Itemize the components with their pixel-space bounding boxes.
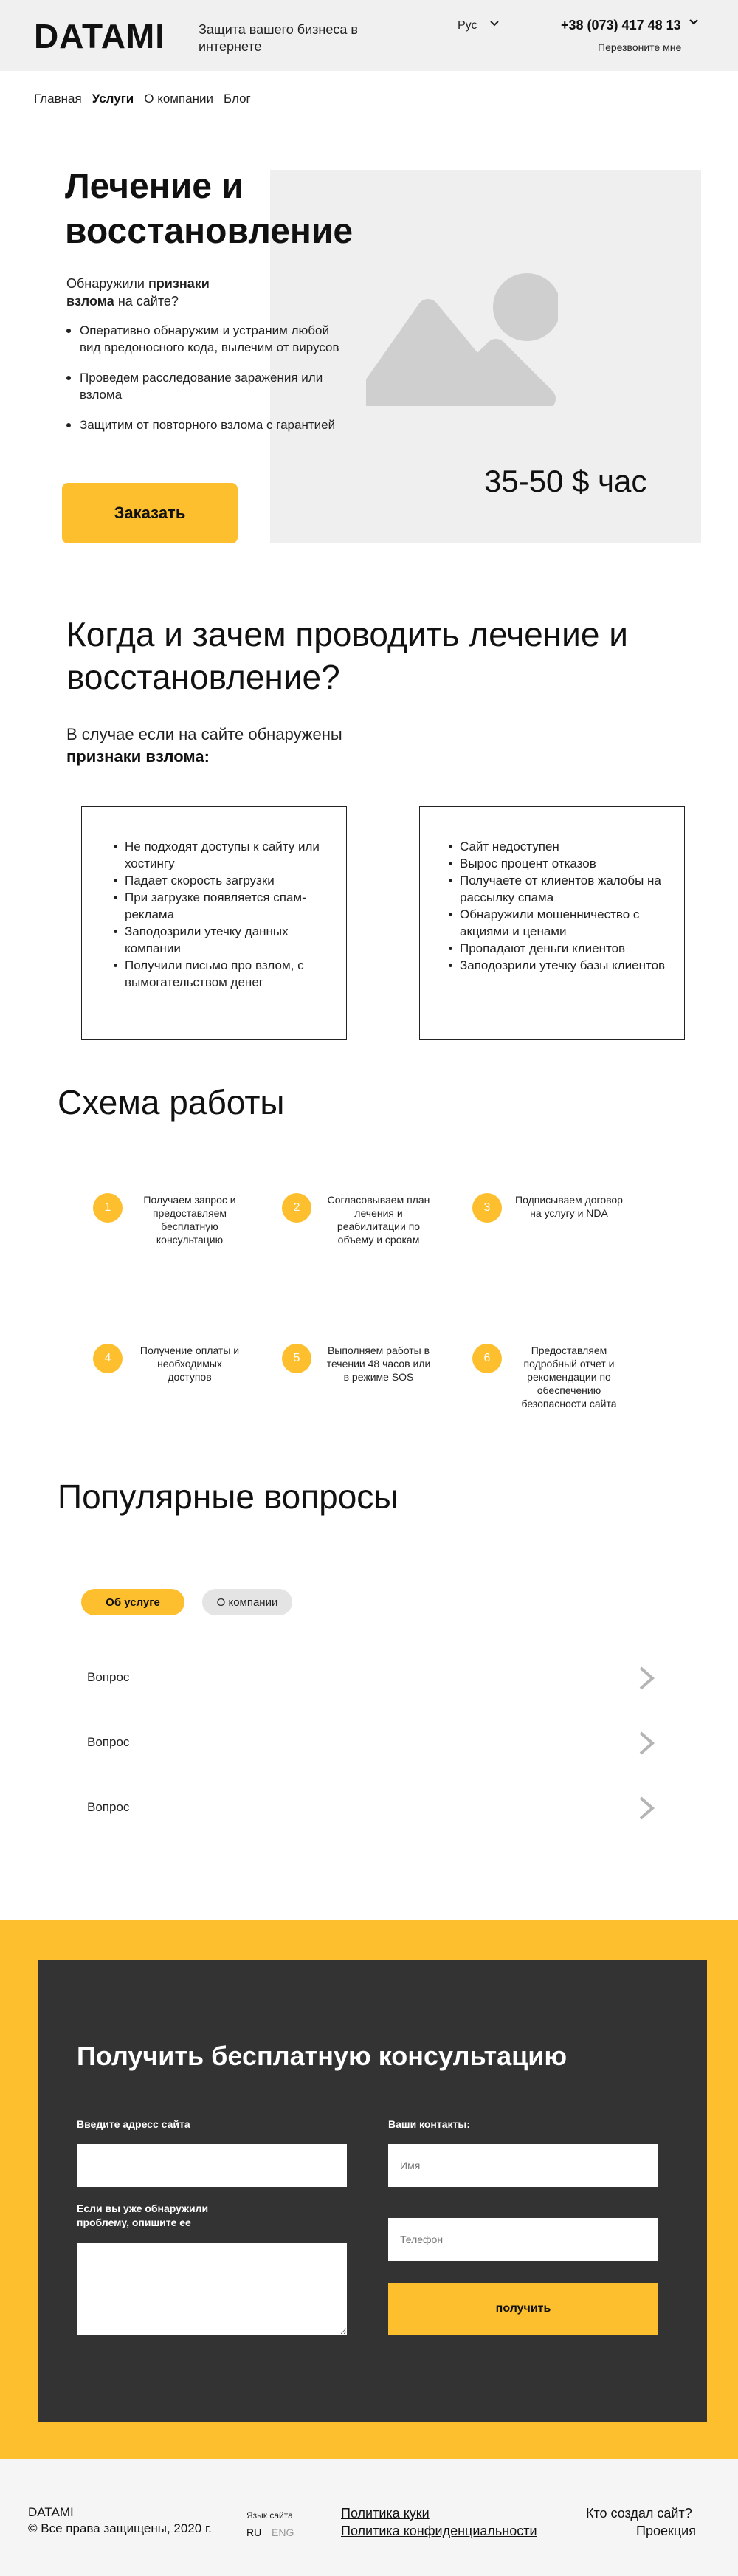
nav-item-home[interactable]: Главная <box>34 92 82 106</box>
contacts-label: Ваши контакты: <box>388 2118 471 2130</box>
chevron-right-icon[interactable] <box>638 1731 655 1759</box>
phone-number[interactable]: +38 (073) 417 48 13 <box>561 18 681 32</box>
signs-box-right <box>419 806 685 1040</box>
logo[interactable]: DATAMI <box>34 17 166 55</box>
step-number: 2 <box>282 1193 311 1223</box>
site-creator-link[interactable]: Проекция <box>636 2524 696 2538</box>
lang-ru[interactable]: RU <box>246 2527 262 2538</box>
nav-item-blog[interactable]: Блог <box>224 92 251 106</box>
name-field[interactable] <box>388 2144 658 2187</box>
main-nav <box>34 92 251 106</box>
faq-question-row[interactable] <box>86 1646 677 1711</box>
list-item: При загрузке появляется спам-реклама <box>125 889 331 923</box>
hero-benefits-list <box>66 322 347 447</box>
nav-item-services[interactable]: Услуги <box>92 92 134 106</box>
cookies-policy-link[interactable]: Политика куки <box>341 2506 430 2521</box>
site-creator-label: Кто создал сайт? <box>586 2506 692 2521</box>
hero-subtitle: Обнаружили признаки взлома на сайте? <box>66 276 210 309</box>
step-text: Получаем запрос и предоставляем бесплатную консультацию <box>143 1194 236 1246</box>
step-text: Выполняем работы в течении 48 часов или в режиме SOS <box>326 1344 431 1383</box>
language-selector[interactable]: Рус <box>458 19 477 32</box>
submit-button[interactable]: получить <box>388 2283 658 2335</box>
privacy-policy-link[interactable]: Политика конфиденциальности <box>341 2524 537 2538</box>
callback-link[interactable]: Перезвоните мне <box>598 41 682 53</box>
order-button[interactable]: Заказать <box>62 483 238 543</box>
step-number: 4 <box>93 1344 123 1373</box>
list-item: Получили письмо про взлом, с вымогательством денег <box>125 957 331 991</box>
when-title: Когда и зачем проводить лечение и восстановление? <box>66 615 628 696</box>
step-text: Предоставляем подробный отчет и рекомендации по обеспечению безопасности сайта <box>521 1344 617 1409</box>
list-item: Вырос процент отказов <box>460 855 669 872</box>
signs-box-left <box>81 806 347 1040</box>
step-number: 3 <box>472 1193 502 1223</box>
site-url-label: Введите адресс сайта <box>77 2118 190 2130</box>
consultation-title: Получить бесплатную консультацию <box>77 2041 568 2071</box>
list-item: Оперативно обнаружим и устраним любой вид вредоносного кода, вылечим от вирусов <box>66 322 347 356</box>
phone-field[interactable] <box>388 2218 658 2261</box>
consultation-panel <box>38 1960 707 2422</box>
faq-question: Вопрос <box>87 1800 130 1814</box>
faq-title: Популярные вопросы <box>58 1477 399 1516</box>
footer-copyright: © Все права защищены, 2020 г. <box>28 2521 212 2535</box>
step-number: 1 <box>93 1193 123 1223</box>
tagline: Защита вашего бизнеса в интернете <box>199 22 358 54</box>
list-item: Заподозрили утечку базы клиентов <box>460 957 669 974</box>
list-item: Заподозрили утечку данных компании <box>125 923 331 957</box>
tab-about-service[interactable]: Об услуге <box>81 1589 184 1615</box>
step-text: Согласовываем план лечения и реабилитации по объему и срокам <box>327 1194 430 1246</box>
price: 35-50 $ час <box>484 464 647 498</box>
list-item: Падает скорость загрузки <box>125 872 331 889</box>
list-item: Обнаружили мошенничество с акциями и ценами <box>460 906 669 940</box>
footer-brand: DATAMI <box>28 2505 74 2519</box>
tab-about-company[interactable]: О компании <box>202 1589 292 1615</box>
list-item: Пропадают деньги клиентов <box>460 940 669 957</box>
nav-item-about[interactable]: О компании <box>144 92 214 106</box>
problem-textarea[interactable] <box>77 2243 347 2335</box>
chevron-right-icon[interactable] <box>638 1796 655 1824</box>
list-item: Проведем расследование заражения или взлома <box>66 369 347 403</box>
step-text: Подписываем договор на услугу и NDA <box>515 1194 623 1219</box>
chevron-down-icon[interactable] <box>489 18 500 33</box>
problem-label: Если вы уже обнаружили проблему, опишите ее <box>77 2202 209 2228</box>
faq-question: Вопрос <box>87 1670 130 1684</box>
when-subtitle: В случае если на сайте обнаружены признаки взлома: <box>66 725 342 766</box>
list-item: Получаете от клиентов жалобы на рассылку спама <box>460 872 669 906</box>
site-url-input[interactable] <box>77 2144 347 2187</box>
lang-eng[interactable]: ENG <box>272 2527 294 2538</box>
faq-question: Вопрос <box>87 1735 130 1749</box>
footer-language-label: Язык сайта <box>246 2510 293 2521</box>
faq-question-row[interactable] <box>86 1711 677 1776</box>
step-text: Получение оплаты и необходимых доступов <box>139 1344 240 1383</box>
chevron-right-icon[interactable] <box>638 1666 655 1694</box>
page-title: Лечение и восстановление <box>65 167 354 251</box>
image-placeholder-icon <box>366 273 558 406</box>
step-number: 5 <box>282 1344 311 1373</box>
scheme-title: Схема работы <box>58 1083 285 1122</box>
step-number: 6 <box>472 1344 502 1373</box>
list-item: Сайт недоступен <box>460 838 669 855</box>
chevron-down-icon[interactable] <box>688 16 700 32</box>
faq-question-row[interactable] <box>86 1776 677 1841</box>
list-item: Защитим от повторного взлома с гарантией <box>66 416 347 433</box>
list-item: Не подходят доступы к сайту или хостингу <box>125 838 331 872</box>
